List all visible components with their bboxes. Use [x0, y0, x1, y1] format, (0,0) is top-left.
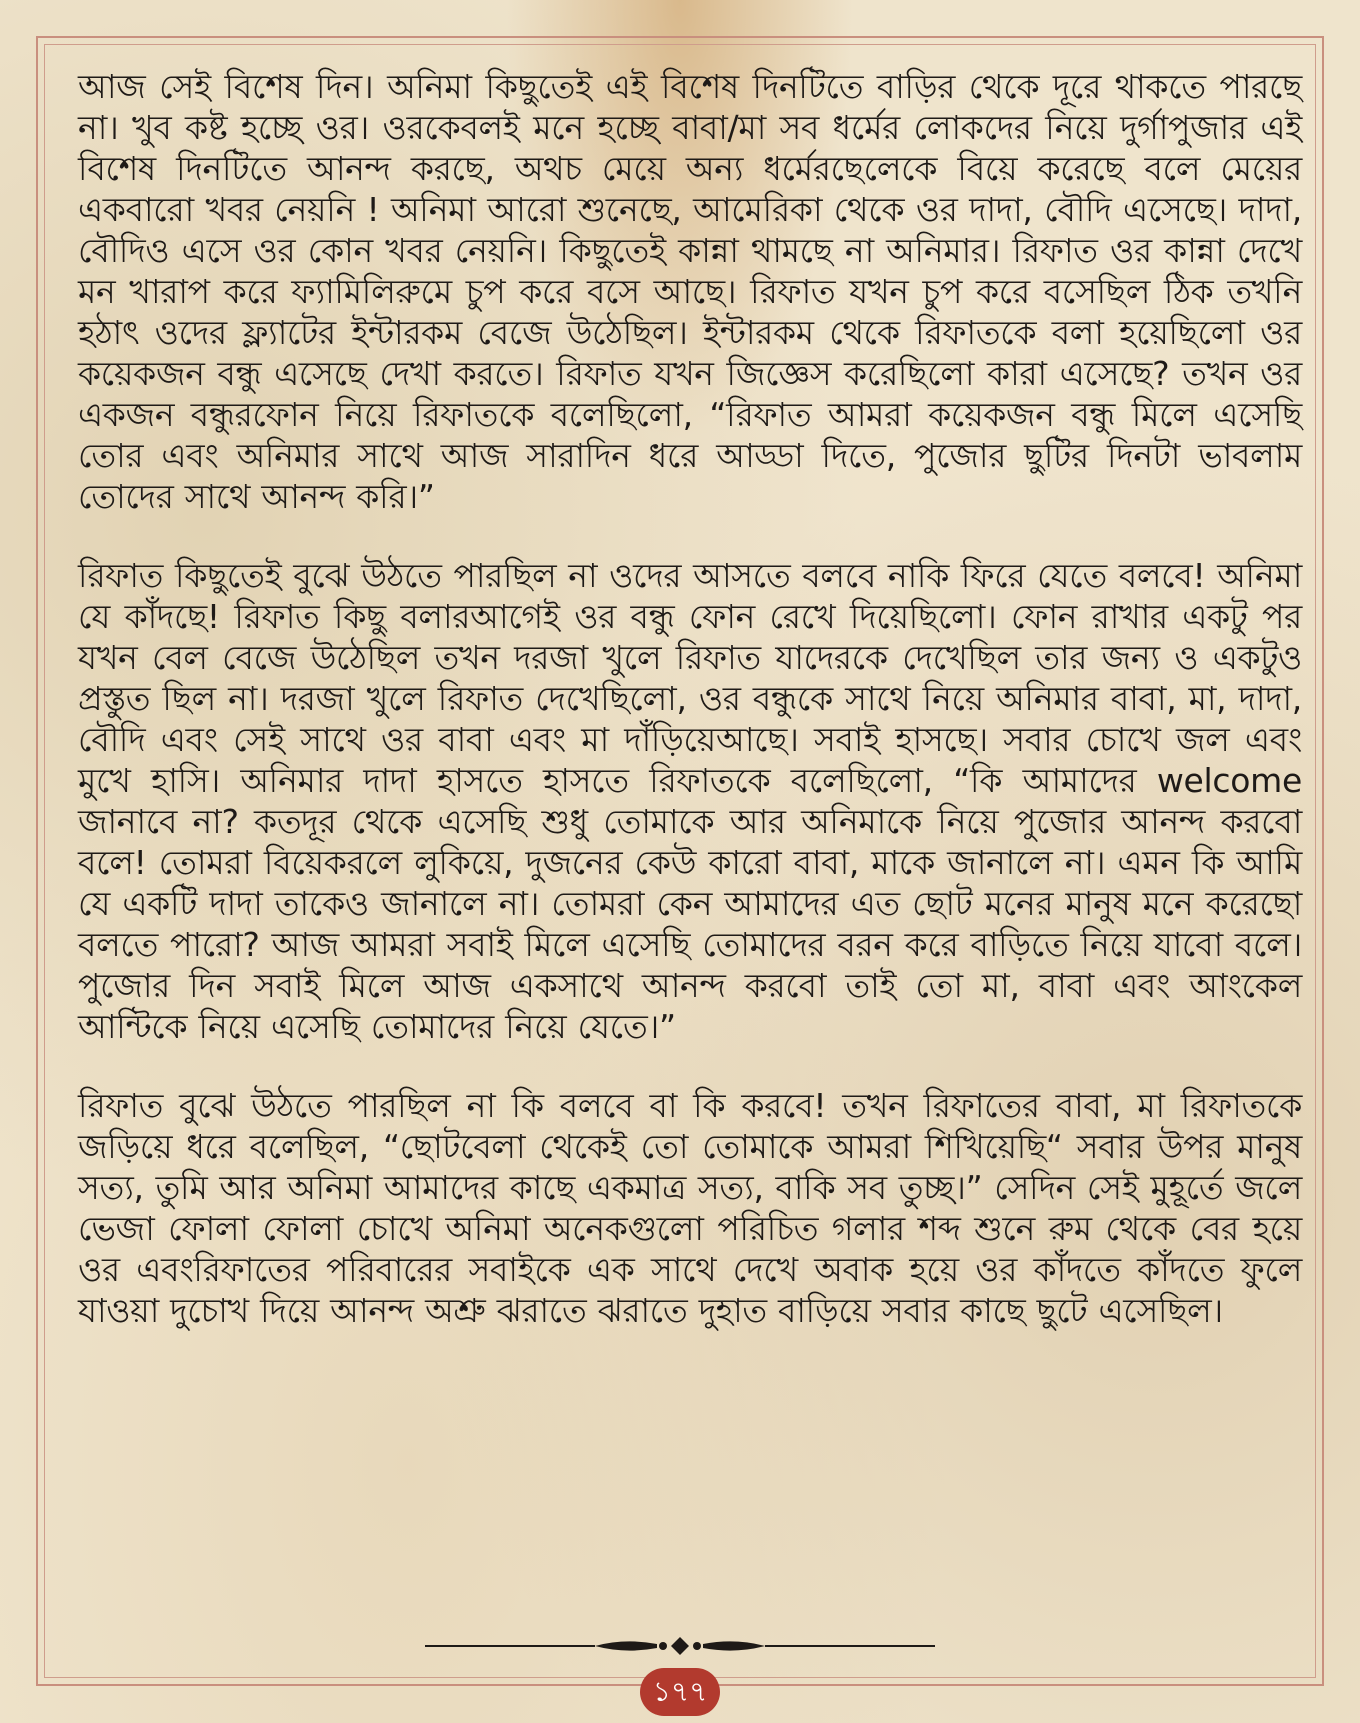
story-body: [78, 66, 1302, 1369]
page-number-badge: ১৭৭: [640, 1668, 720, 1716]
paragraph-3: রিফাত বুঝে উঠতে পারছিল না কি বলবে বা কি করবে! তখন রিফাতের বাবা, মা রিফাতকে জড়িয়ে ধরে বলেছিল, “ছোটবেলা থেকেই তো তোমাকে আমরা শিখিয়েছি“ সবার উপর মানুষ সত্য, তুমি আর অনিমা আমাদের কাছে একমাত্র সত্য, বাকি সব তুচ্ছ।” সেদিন সেই মুহূর্তে জলে ভেজা ফোলা ফোলা চোখে অনিমা অনেকগুলো পরিচিত গলার শব্দ শুনে রুম থেকে বের হয়ে ওর এবংরিফাতের পরিবারের সবাইকে এক সাথে দেখে অবাক হয়ে ওর কাঁদতে কাঁদতে ফুলে যাওয়া দুচোখ দিয়ে আনন্দ অশ্রু ঝরাতে ঝরাতে দুহাত বাড়িয়ে সবার কাছে ছুটে এসেছিল।: [78, 1086, 1302, 1330]
divider-flourish-icon: [425, 1634, 935, 1658]
paragraph-1: আজ সেই বিশেষ দিন। অনিমা কিছুতেই এই বিশেষ দিনটিতে বাড়ির থেকে দূরে থাকতে পারছে না। খুব কষ্ট হচ্ছে ওর। ওরকেবলই মনে হচ্ছে বাবা/মা সব ধর্মের লোকদের নিয়ে দুর্গাপুজার এই বিশেষ দিনটিতে আনন্দ করছে, অথচ মেয়ে অন্য ধর্মেরছেলেকে বিয়ে করেছে বলে মেয়ের একবারো খবর নেয়নি ! অনিমা আরো শুনেছে, আমেরিকা থেকে ওর দাদা, বৌদি এসেছে। দাদা, বৌদিও এসে ওর কোন খবর নেয়নি। কিছুতেই কান্না থামছে না অনিমার। রিফাত ওর কান্না দেখে মন খারাপ করে ফ্যামিলিরুমে চুপ করে বসে আছে। রিফাত যখন চুপ করে বসেছিল ঠিক তখনি হঠাৎ ওদের ফ্ল্যাটের ইন্টারকম বেজে উঠেছিল। ইন্টারকম থেকে রিফাতকে বলা হয়েছিলো ওর কয়েকজন বন্ধু এসেছে দেখা করতে। রিফাত যখন জিজ্ঞেস করেছিলো কারা এসেছে? তখন ওর একজন বন্ধুরফোন নিয়ে রিফাতকে বলেছিলো, “রিফাত আমরা কয়েকজন বন্ধু মিলে এসেছি তোর এবং অনিমার সাথে আজ সারাদিন ধরে আড্ডা দিতে, পুজোর ছুটির দিনটা ভাবলাম তোদের সাথে আনন্দ করি।”: [78, 67, 1302, 516]
paragraph-2: রিফাত কিছুতেই বুঝে উঠতে পারছিল না ওদের আসতে বলবে নাকি ফিরে যেতে বলবে! অনিমা যে কাঁদছে! রিফাত কিছু বলারআগেই ওর বন্ধু ফোন রেখে দিয়েছিলো। ফোন রাখার একটু পর যখন বেল বেজে উঠেছিল তখন দরজা খুলে রিফাত যাদেরকে দেখেছিল তার জন্য ও একটুও প্রস্তুত ছিল না। দরজা খুলে রিফাত দেখেছিলো, ওর বন্ধুকে সাথে নিয়ে অনিমার বাবা, মা, দাদা, বৌদি এবং সেই সাথে ওর বাবা এবং মা দাঁড়িয়েআছে। সবাই হাসছে। সবার চোখে জল এবং মুখে হাসি। অনিমার দাদা হাসতে হাসতে রিফাতকে বলেছিলো, “কি আমাদের welcome জানাবে না? কতদূর থেকে এসেছি শুধু তোমাকে আর অনিমাকে নিয়ে পুজোর আনন্দ করবো বলে! তোমরা বিয়েকরলে লুকিয়ে, দুজনের কেউ কারো বাবা, মাকে জানালে না। এমন কি আমি যে একটি দাদা তাকেও জানালে না। তোমরা কেন আমাদের এত ছোট মনের মানুষ মনে করেছো বলতে পারো? আজ আমরা সবাই মিলে এসেছি তোমাদের বরন করে বাড়িতে নিয়ে যাবো বলে। পুজোর দিন সবাই মিলে আজ একসাথে আনন্দ করবো তাই তো মা, বাবা এবং আংকেল আন্টিকে নিয়ে এসেছি তোমাদের নিয়ে যেতে।”: [78, 556, 1302, 1046]
